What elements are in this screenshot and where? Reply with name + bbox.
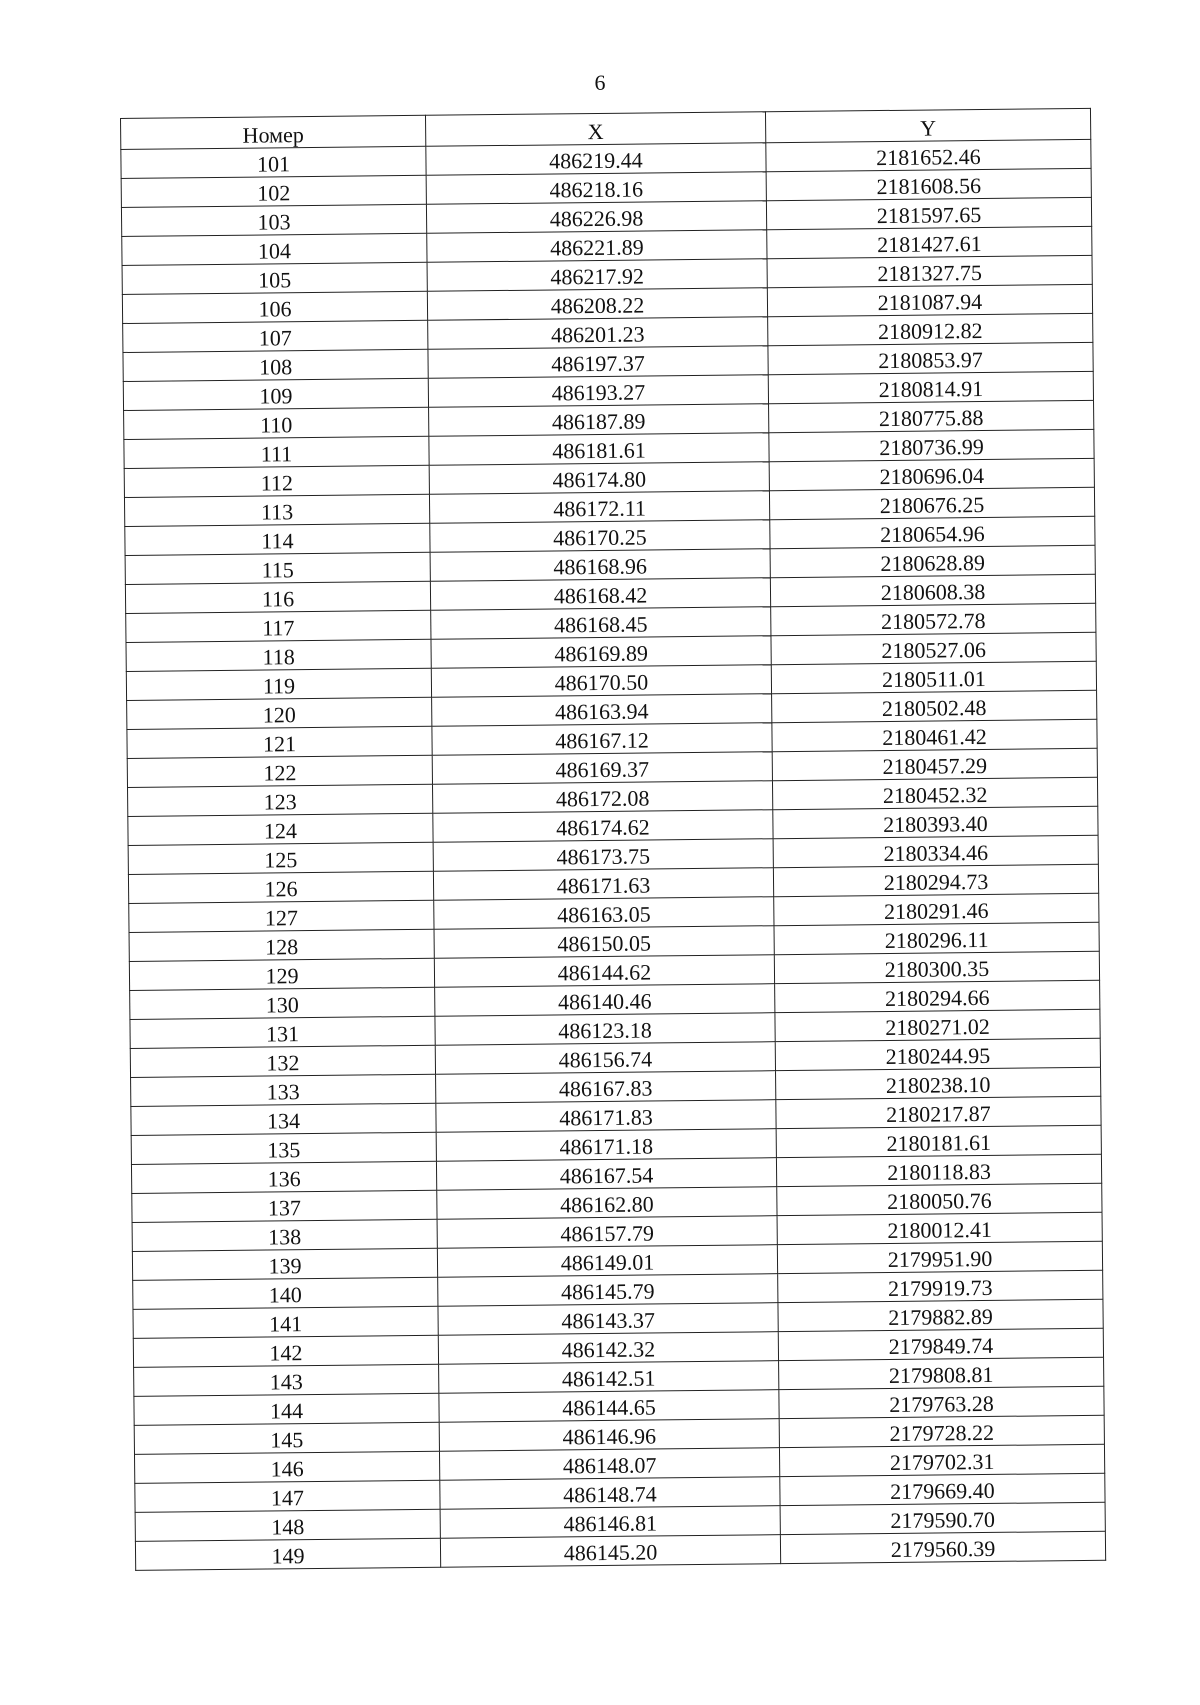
- cell-number: 112: [124, 465, 429, 497]
- cell-number: 110: [124, 407, 429, 439]
- cell-x: 486144.65: [439, 1390, 779, 1423]
- cell-y: 2180393.40: [773, 806, 1098, 838]
- cell-y: 2180912.82: [768, 313, 1093, 345]
- cell-number: 101: [121, 146, 426, 178]
- table-body: [121, 139, 1106, 1570]
- cell-x: 486218.16: [426, 172, 766, 205]
- cell-x: 486148.74: [440, 1477, 780, 1510]
- cell-x: 486168.96: [430, 549, 770, 582]
- cell-y: 2179849.74: [778, 1328, 1103, 1360]
- cell-x: 486163.05: [434, 897, 774, 930]
- cell-x: 486157.79: [437, 1216, 777, 1249]
- cell-y: 2180296.11: [774, 922, 1099, 954]
- cell-x: 486145.20: [440, 1535, 780, 1568]
- cell-x: 486142.32: [438, 1332, 778, 1365]
- cell-number: 118: [126, 639, 431, 671]
- cell-number: 148: [135, 1509, 440, 1541]
- cell-number: 147: [135, 1480, 440, 1512]
- cell-x: 486208.22: [427, 288, 767, 321]
- cell-x: 486170.50: [431, 665, 771, 698]
- cell-x: 486174.80: [429, 462, 769, 495]
- cell-number: 108: [123, 349, 428, 381]
- cell-number: 106: [122, 291, 427, 323]
- cell-y: 2180217.87: [776, 1096, 1101, 1128]
- header-y: Y: [765, 108, 1090, 142]
- cell-x: 486197.37: [428, 346, 768, 379]
- cell-y: 2180853.97: [768, 342, 1093, 374]
- cell-number: 142: [133, 1335, 438, 1367]
- cell-number: 137: [132, 1190, 437, 1222]
- cell-number: 132: [130, 1045, 435, 1077]
- header-x: X: [425, 112, 765, 147]
- cell-number: 130: [130, 987, 435, 1019]
- cell-x: 486201.23: [428, 317, 768, 350]
- cell-number: 117: [126, 610, 431, 642]
- cell-x: 486174.62: [433, 810, 773, 843]
- cell-y: 2181087.94: [767, 284, 1092, 316]
- cell-number: 129: [129, 958, 434, 990]
- cell-x: 486187.89: [429, 404, 769, 437]
- cell-number: 134: [131, 1103, 436, 1135]
- cell-y: 2180608.38: [770, 574, 1095, 606]
- cell-x: 486145.79: [438, 1274, 778, 1307]
- cell-x: 486148.07: [439, 1448, 779, 1481]
- cell-y: 2180628.89: [770, 545, 1095, 577]
- cell-number: 125: [128, 842, 433, 874]
- cell-number: 126: [128, 871, 433, 903]
- cell-x: 486162.80: [437, 1187, 777, 1220]
- cell-number: 128: [129, 929, 434, 961]
- cell-y: 2179590.70: [780, 1502, 1105, 1534]
- cell-number: 124: [128, 813, 433, 845]
- cell-y: 2181597.65: [766, 197, 1091, 229]
- cell-number: 138: [132, 1219, 437, 1251]
- cell-number: 104: [122, 233, 427, 265]
- cell-y: 2181427.61: [767, 226, 1092, 258]
- cell-x: 486171.63: [433, 868, 773, 901]
- cell-number: 111: [124, 436, 429, 468]
- cell-x: 486144.62: [434, 955, 774, 988]
- cell-y: 2180527.06: [771, 632, 1096, 664]
- page-number: 6: [594, 70, 606, 95]
- cell-number: 149: [135, 1538, 440, 1570]
- cell-x: 486173.75: [433, 839, 773, 872]
- coordinates-table-container: [120, 108, 1105, 1571]
- cell-x: 486168.45: [431, 607, 771, 640]
- cell-number: 115: [125, 552, 430, 584]
- cell-y: 2179808.81: [779, 1357, 1104, 1389]
- cell-x: 486169.37: [432, 752, 772, 785]
- cell-x: 486171.83: [436, 1100, 776, 1133]
- cell-y: 2179702.31: [779, 1444, 1104, 1476]
- cell-x: 486146.81: [440, 1506, 780, 1539]
- header-number: Номер: [121, 115, 426, 149]
- cell-x: 486146.96: [439, 1419, 779, 1452]
- cell-y: 2180775.88: [769, 400, 1094, 432]
- cell-number: 146: [134, 1451, 439, 1483]
- cell-y: 2180654.96: [770, 516, 1095, 548]
- cell-number: 122: [127, 755, 432, 787]
- cell-x: 486181.61: [429, 433, 769, 466]
- cell-y: 2180291.46: [774, 893, 1099, 925]
- cell-y: 2180572.78: [771, 603, 1096, 635]
- cell-number: 136: [131, 1161, 436, 1193]
- cell-number: 144: [134, 1393, 439, 1425]
- cell-number: 107: [123, 320, 428, 352]
- cell-y: 2180012.41: [777, 1212, 1102, 1244]
- cell-x: 486169.89: [431, 636, 771, 669]
- coordinates-table: [120, 108, 1106, 1571]
- cell-x: 486150.05: [434, 926, 774, 959]
- cell-number: 109: [123, 378, 428, 410]
- cell-x: 486167.12: [432, 723, 772, 756]
- cell-x: 486171.18: [436, 1129, 776, 1162]
- cell-number: 123: [128, 784, 433, 816]
- cell-y: 2179951.90: [777, 1241, 1102, 1273]
- cell-y: 2180118.83: [776, 1154, 1101, 1186]
- cell-y: 2180814.91: [768, 371, 1093, 403]
- cell-y: 2181608.56: [766, 168, 1091, 200]
- cell-y: 2180050.76: [777, 1183, 1102, 1215]
- cell-x: 486142.51: [439, 1361, 779, 1394]
- cell-number: 133: [131, 1074, 436, 1106]
- cell-number: 121: [127, 726, 432, 758]
- cell-x: 486149.01: [437, 1245, 777, 1278]
- cell-y: 2179919.73: [778, 1270, 1103, 1302]
- cell-y: 2180676.25: [769, 487, 1094, 519]
- cell-y: 2179763.28: [779, 1386, 1104, 1418]
- cell-y: 2180334.46: [773, 835, 1098, 867]
- cell-y: 2180457.29: [772, 748, 1097, 780]
- cell-y: 2180511.01: [771, 661, 1096, 693]
- cell-number: 139: [132, 1248, 437, 1280]
- cell-y: 2181652.46: [766, 139, 1091, 171]
- cell-y: 2179669.40: [780, 1473, 1105, 1505]
- cell-y: 2180294.66: [775, 980, 1100, 1012]
- cell-number: 141: [133, 1306, 438, 1338]
- cell-x: 486167.83: [436, 1071, 776, 1104]
- cell-y: 2179560.39: [780, 1531, 1105, 1563]
- cell-y: 2180294.73: [773, 864, 1098, 896]
- cell-x: 486156.74: [435, 1042, 775, 1075]
- cell-x: 486172.11: [429, 491, 769, 524]
- cell-number: 143: [134, 1364, 439, 1396]
- cell-number: 127: [129, 900, 434, 932]
- cell-number: 145: [134, 1422, 439, 1454]
- cell-x: 486217.92: [427, 259, 767, 292]
- cell-number: 102: [121, 175, 426, 207]
- cell-y: 2180452.32: [772, 777, 1097, 809]
- cell-y: 2180244.95: [775, 1038, 1100, 1070]
- cell-number: 103: [121, 204, 426, 236]
- cell-x: 486167.54: [436, 1158, 776, 1191]
- cell-y: 2180696.04: [769, 458, 1094, 490]
- cell-number: 116: [125, 581, 430, 613]
- cell-y: 2180300.35: [774, 951, 1099, 983]
- cell-number: 105: [122, 262, 427, 294]
- cell-x: 486163.94: [432, 694, 772, 727]
- cell-x: 486219.44: [426, 143, 766, 176]
- cell-x: 486140.46: [435, 984, 775, 1017]
- cell-x: 486123.18: [435, 1013, 775, 1046]
- cell-x: 486193.27: [428, 375, 768, 408]
- cell-number: 140: [133, 1277, 438, 1309]
- cell-number: 114: [125, 523, 430, 555]
- cell-number: 120: [127, 697, 432, 729]
- cell-y: 2180502.48: [772, 690, 1097, 722]
- cell-x: 486170.25: [430, 520, 770, 553]
- cell-x: 486172.08: [432, 781, 772, 814]
- cell-number: 113: [124, 494, 429, 526]
- cell-x: 486221.89: [427, 230, 767, 263]
- cell-number: 135: [131, 1132, 436, 1164]
- cell-number: 119: [126, 668, 431, 700]
- cell-y: 2179882.89: [778, 1299, 1103, 1331]
- cell-x: 486143.37: [438, 1303, 778, 1336]
- cell-number: 131: [130, 1016, 435, 1048]
- cell-y: 2180271.02: [775, 1009, 1100, 1041]
- cell-y: 2181327.75: [767, 255, 1092, 287]
- cell-y: 2180461.42: [772, 719, 1097, 751]
- cell-x: 486168.42: [430, 578, 770, 611]
- cell-y: 2180238.10: [776, 1067, 1101, 1099]
- cell-y: 2180181.61: [776, 1125, 1101, 1157]
- cell-y: 2179728.22: [779, 1415, 1104, 1447]
- cell-y: 2180736.99: [769, 429, 1094, 461]
- cell-x: 486226.98: [426, 201, 766, 234]
